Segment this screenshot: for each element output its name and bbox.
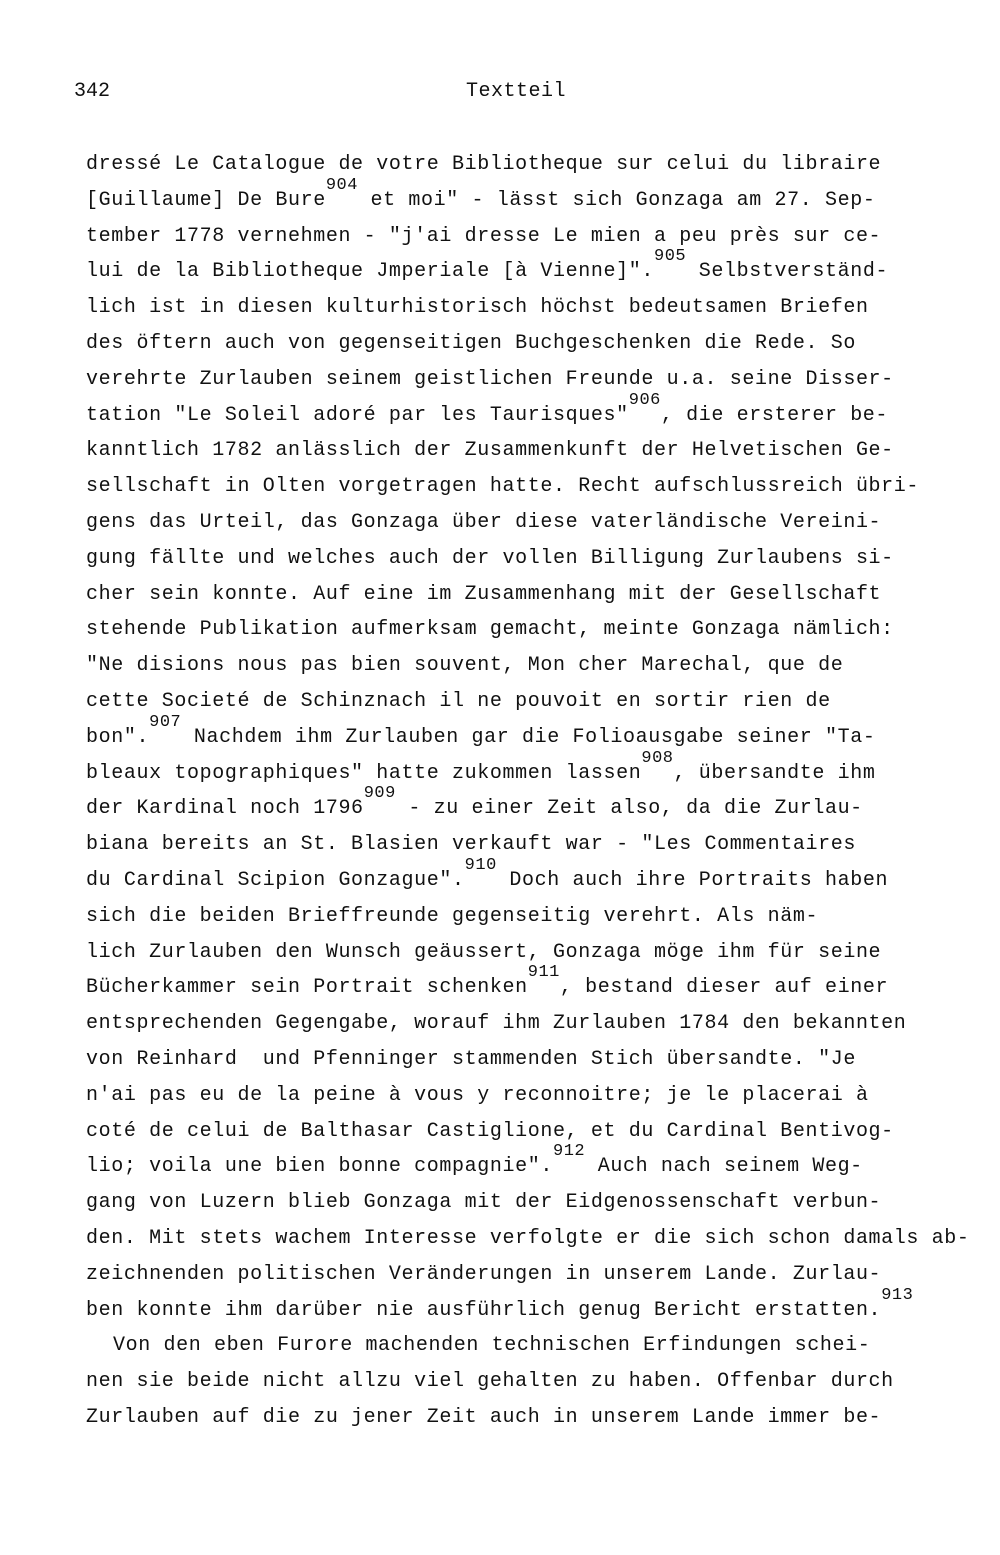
text-line xyxy=(86,390,986,434)
line-text-continued: , die ersterer be- xyxy=(660,403,889,427)
line-text: "Ne disions nous pas bien souvent, Mon cher Marechal, que de xyxy=(86,654,844,678)
line-text: Zurlauben auf die zu jener Zeit auch in unserem Lande immer be- xyxy=(86,1405,882,1429)
line-text-continued: Doch auch ihre Portraits haben xyxy=(496,868,889,892)
text-line xyxy=(86,1114,986,1150)
text-line xyxy=(86,712,986,756)
body-text xyxy=(86,147,986,1436)
footnote-ref: 904 xyxy=(325,175,358,195)
text-line xyxy=(86,147,986,183)
footnote-ref: 906 xyxy=(628,390,661,410)
line-text-continued: , übersandte ihm xyxy=(673,761,876,785)
line-text: sich die beiden Brieffreunde gegenseitig verehrt. Als näm- xyxy=(86,904,819,928)
line-text: lich ist in diesen kulturhistorisch höchst bedeutsamen Briefen xyxy=(86,296,869,320)
line-text: Bücherkammer sein Portrait schenken xyxy=(86,976,528,1000)
line-text-continued: , bestand dieser auf einer xyxy=(559,976,889,1000)
page-number: 342 xyxy=(74,80,111,103)
text-line xyxy=(86,784,986,827)
line-text: lio; voila une bien bonne compagnie". xyxy=(86,1155,554,1179)
footnote-ref: 905 xyxy=(654,247,687,267)
line-text: coté de celui de Balthasar Castiglione, et du Cardinal Bentivog- xyxy=(86,1119,894,1143)
text-line xyxy=(86,362,986,398)
line-text: gung fällte und welches auch der vollen Billigung Zurlaubens si- xyxy=(86,546,894,570)
text-line xyxy=(86,684,986,720)
running-head: Textteil xyxy=(466,80,567,103)
line-text: tation "Le Soleil adoré par les Taurisques" xyxy=(86,403,629,427)
text-line xyxy=(86,748,986,792)
text-line xyxy=(86,1006,986,1042)
line-text: bleaux topographiques" hatte zukommen lassen xyxy=(86,761,642,785)
line-text: lich Zurlauben den Wunsch geäussert, Gonzaga möge ihm für seine xyxy=(86,940,882,964)
text-line xyxy=(86,505,986,541)
line-text: gang von Luzern blieb Gonzaga mit der Eidgenossenschaft verbun- xyxy=(86,1191,882,1215)
text-line xyxy=(86,1285,986,1329)
line-text: verehrte Zurlauben seinem geistlichen Freunde u.a. seine Disser- xyxy=(86,367,894,391)
line-text: biana bereits an St. Blasien verkauft war - "Les Commentaires xyxy=(86,833,856,857)
text-line xyxy=(86,855,986,899)
text-line xyxy=(86,1221,986,1257)
line-text: lui de la Bibliotheque Jmperiale [à Vienne]". xyxy=(86,260,654,284)
text-line xyxy=(86,290,986,326)
text-line xyxy=(86,899,986,935)
text-line xyxy=(86,648,986,684)
line-text: sellschaft in Olten vorgetragen hatte. Recht aufschlussreich übri- xyxy=(86,475,920,499)
text-line xyxy=(86,1078,986,1114)
line-text: n'ai pas eu de la peine à vous y reconnoitre; je le placerai à xyxy=(86,1083,869,1107)
text-line xyxy=(86,1185,986,1221)
text-line xyxy=(86,326,986,362)
footnote-ref: 913 xyxy=(881,1285,914,1305)
line-text: des öftern auch von gegenseitigen Buchgeschenken die Rede. So xyxy=(86,331,856,355)
footnote-ref: 912 xyxy=(553,1142,586,1162)
line-text: dressé Le Catalogue de votre Bibliotheque sur celui du libraire xyxy=(86,153,882,176)
line-text: tember 1778 vernehmen - "j'ai dresse Le mien a peu près sur ce- xyxy=(86,224,882,248)
footnote-ref: 910 xyxy=(464,855,497,875)
text-line xyxy=(86,577,986,613)
text-line xyxy=(86,175,986,219)
line-text-continued: et moi" - lässt sich Gonzaga am 27. Sep- xyxy=(357,188,876,212)
line-text: Von den eben Furore machenden technischen Erfindungen schei- xyxy=(113,1334,871,1358)
line-text: stehende Publikation aufmerksam gemacht, meinte Gonzaga nämlich: xyxy=(86,618,894,642)
line-text-continued: Auch nach seinem Weg- xyxy=(585,1155,863,1179)
text-line xyxy=(86,1400,986,1436)
text-line xyxy=(86,963,986,1006)
text-line xyxy=(86,433,986,469)
line-text-continued: Selbstverständ- xyxy=(686,260,889,284)
line-text: gens das Urteil, das Gonzaga über diese vaterländische Vereini- xyxy=(86,510,882,534)
line-text: ben konnte ihm darüber nie ausführlich genug Bericht erstatten. xyxy=(86,1298,882,1322)
line-text: der Kardinal noch 1796 xyxy=(86,797,364,821)
line-text: du Cardinal Scipion Gonzague". xyxy=(86,868,465,892)
line-text: cher sein konnte. Auf eine im Zusammenhang mit der Gesellschaft xyxy=(86,582,882,606)
text-line xyxy=(86,219,986,255)
text-line xyxy=(86,1328,986,1364)
text-line xyxy=(86,612,986,648)
text-line xyxy=(86,469,986,505)
line-text: nen sie beide nicht allzu viel gehalten zu haben. Offenbar durch xyxy=(86,1370,894,1394)
line-text: cette Societé de Schinznach il ne pouvoit en sortir rien de xyxy=(86,689,831,713)
text-line xyxy=(86,1142,986,1185)
footnote-ref: 907 xyxy=(149,712,182,732)
text-line xyxy=(86,541,986,577)
footnote-ref: 908 xyxy=(641,748,674,768)
line-text: den. Mit stets wachem Interesse verfolgte er die sich schon damals ab- xyxy=(86,1226,970,1250)
line-text: zeichnenden politischen Veränderungen in unserem Lande. Zurlau- xyxy=(86,1262,882,1286)
text-line xyxy=(86,1257,986,1293)
text-line xyxy=(86,827,986,863)
footnote-ref: 911 xyxy=(527,963,560,983)
line-text-continued: Nachdem ihm Zurlauben gar die Folioausgabe seiner "Ta- xyxy=(181,725,876,749)
text-line xyxy=(86,1042,986,1078)
line-text: entsprechenden Gegengabe, worauf ihm Zurlauben 1784 den bekannten xyxy=(86,1012,907,1036)
line-text: bon". xyxy=(86,725,150,749)
text-line xyxy=(86,1364,986,1400)
line-text-continued: - zu einer Zeit also, da die Zurlau- xyxy=(395,797,863,821)
line-text: kanntlich 1782 anlässlich der Zusammenkunft der Helvetischen Ge- xyxy=(86,439,894,463)
line-text: von Reinhard und Pfenninger stammenden Stich übersandte. "Je xyxy=(86,1047,856,1071)
text-line xyxy=(86,247,986,290)
footnote-ref: 909 xyxy=(363,784,396,804)
line-text: [Guillaume] De Bure xyxy=(86,188,326,212)
